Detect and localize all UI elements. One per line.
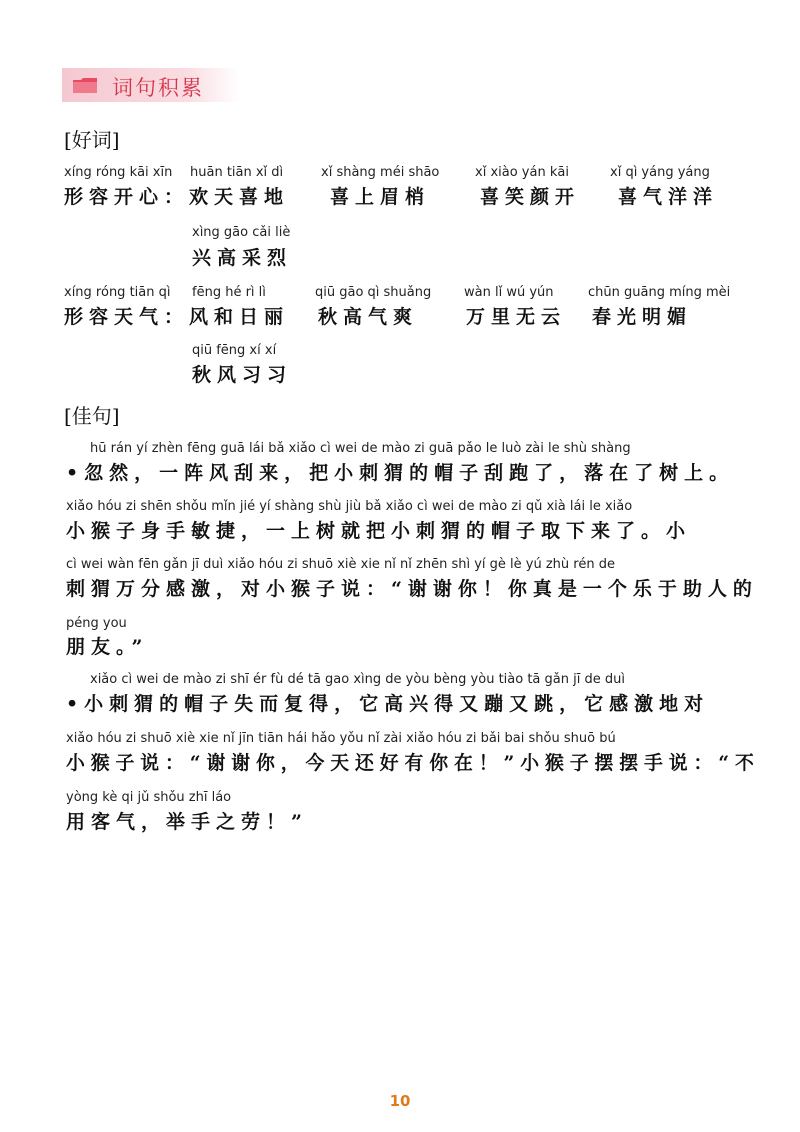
good-words-heading: [好词]	[64, 128, 120, 152]
hanzi-line: 用客气，举手之劳！”	[66, 811, 308, 833]
hanzi: 喜上眉梢	[330, 186, 431, 208]
hanzi-line: 小猴子说：“谢谢你，今天还好有你在！”小猴子摆摆手说：“不	[66, 752, 760, 774]
hanzi: 春光明媚	[592, 306, 693, 328]
pinyin-line: xiǎo hóu zi shuō xiè xie nǐ jīn tiān hái hǎo yǒu nǐ zài xiǎo hóu zi bǎi bai shǒu shuō bú	[66, 731, 616, 746]
pinyin-line: xiǎo hóu zi shēn shǒu mǐn jié yí shàng shù jiù bǎ xiǎo cì wei de mào zi qǔ xià lái le xiǎo	[66, 499, 633, 514]
hanzi: 喜笑颜开	[480, 186, 581, 208]
pinyin: chūn guāng míng mèi	[588, 285, 731, 300]
hanzi-line: •忽然，一阵风刮来，把小刺猬的帽子刮跑了，落在了树上。	[66, 462, 735, 484]
pinyin: wàn lǐ wú yún	[464, 285, 554, 300]
pinyin-line: hū rán yí zhèn fēng guā lái bǎ xiǎo cì wei de mào zi guā pǎo le luò zài le shù shàng	[90, 441, 631, 456]
pinyin: qiū fēng xí xí	[192, 343, 277, 358]
hanzi-line: 刺猬万分感激，对小猴子说：“谢谢你！你真是一个乐于助人的	[66, 578, 758, 600]
good-sentences-heading: [佳句]	[64, 404, 120, 428]
pinyin: xǐ shàng méi shāo	[321, 165, 440, 180]
pinyin-line: cì wei wàn fēn gǎn jī duì xiǎo hóu zi shuō xiè xie nǐ nǐ zhēn shì yí gè lè yú zhù rén de	[66, 557, 615, 572]
hanzi-line: 小猴子身手敏捷，一上树就把小刺猬的帽子取下来了。小	[66, 520, 692, 542]
pinyin-line: yòng kè qi jǔ shǒu zhī láo	[66, 790, 232, 805]
pinyin: fēng hé rì lì	[192, 285, 266, 300]
pinyin: xìng gāo cǎi liè	[192, 225, 291, 240]
hanzi: 万里无云	[466, 306, 567, 328]
banner-title: 词句积累	[112, 76, 204, 100]
pinyin: xǐ xiào yán kāi	[475, 165, 569, 180]
pinyin: xǐ qì yáng yáng	[610, 165, 710, 180]
pinyin: xíng róng kāi xīn	[64, 165, 173, 180]
pinyin-line: péng you	[66, 616, 127, 631]
hanzi: 秋高气爽	[318, 306, 419, 328]
hanzi: 形容天气：风和日丽	[64, 306, 290, 328]
pinyin-line: xiǎo cì wei de mào zi shī ér fù dé tā gao xìng de yòu bèng yòu tiào tā gǎn jī de duì	[90, 672, 625, 687]
page-number: 10	[389, 1092, 411, 1110]
hanzi-line: •小刺猬的帽子失而复得，它高兴得又蹦又跳，它感激地对	[66, 693, 710, 715]
hanzi: 喜气洋洋	[618, 186, 719, 208]
hanzi: 形容开心：欢天喜地	[64, 186, 290, 208]
pinyin: huān tiān xǐ dì	[190, 165, 284, 180]
folder-icon	[72, 78, 98, 93]
hanzi-line: 朋友。”	[66, 636, 149, 658]
hanzi: 秋风习习	[192, 364, 293, 386]
section-banner	[62, 68, 242, 102]
pinyin: xíng róng tiān qì	[64, 285, 171, 300]
hanzi: 兴高采烈	[192, 247, 293, 269]
pinyin: qiū gāo qì shuǎng	[315, 285, 432, 300]
